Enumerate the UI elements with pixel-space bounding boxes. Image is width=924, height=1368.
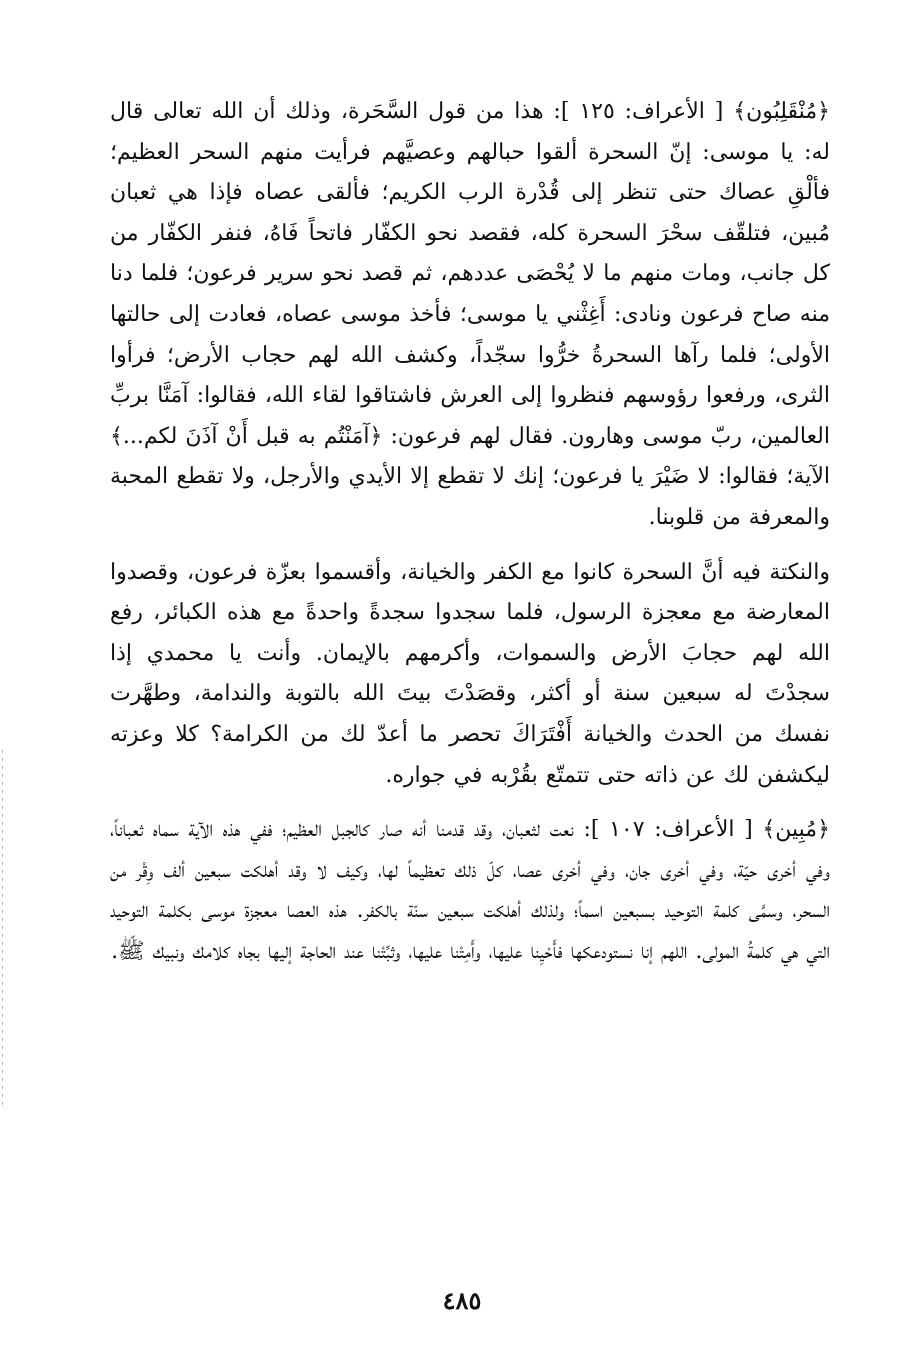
paragraph-3: ﴿مُبِين﴾ [ الأعراف: ١٠٧ ]: نعت لثعبان، وقد قدمنا أنه صار كالجبل العظيم؛ ففي هذه الآية سماه ثعباناً، وفي أخرى حيّة، وفي أخرى جان، وفي أخرى عصا، كلّ ذلك تعظيماً لها، وكيف لا وقد أهلكت سبعين ألف وِقْر من السحر، وسمَّى كلمة التوحيد بسبعين اسماً؛ ولذلك أهلكت سبعين سنّة بالكفر. هذه العصا معجزة موسى بكلمة التوحيد التي هي كلمةُ المولى. اللهم إنا نستودعكها فأَحْيِنا عليها، وأَمِتْنا عليها، وثبِّتْنا عند الحاجة إليها بجاه كلامك ونبيك ﷺ. bbox=[110, 817, 830, 964]
page-body bbox=[110, 92, 830, 972]
page-number: ٤٨٥ bbox=[442, 1286, 482, 1315]
margin-dotted-line bbox=[2, 750, 3, 1110]
paragraph-1: ﴿مُنْقَلِبُون﴾ [ الأعراف: ١٢٥ ]: هذا من قول السَّحَرة، وذلك أن الله تعالى قال له: يا موسى: إنّ السحرة ألقوا حبالهم وعصيَّهم فرأيت منهم السحر العظيم؛ فألْقِ عصاك حتى تنظر إلى قُدْرة الرب الكريم؛ فألقى عصاه فإذا هي ثعبان مُبين، فتلقّف سحْرَ السحرة كله، فقصد نحو الكفّار فاتحاً فَاهُ، فنفر الكفّار من كل جانب، ومات منهم ما لا يُحْصَى عددهم، ثم قصد نحو سرير فرعون؛ فلما دنا منه صاح فرعون ونادى: أَغِثْني يا موسى؛ فأخذ موسى عصاه، فعادت إلى حالتها الأولى؛ فلما رآها السحرةُ خرُّوا سجّداً، وكشف الله لهم حجاب الأرض؛ فرأوا الثرى، ورفعوا رؤوسهم فنظروا إلى العرش فاشتاقوا لقاء الله، فقالوا: آمَنَّا بربِّ العالمين، ربّ موسى وهارون. فقال لهم فرعون: ﴿آمَنْتُم به قبل أَنْ آذَنَ لكم...﴾ الآية؛ فقالوا: لا ضَيْرَ يا فرعون؛ إنك لا تقطع إلا الأيدي والأرجل، ولا تقطع المحبة والمعرفة من قلوبنا. bbox=[110, 99, 830, 530]
paragraph-2: والنكتة فيه أنَّ السحرة كانوا مع الكفر والخيانة، وأقسموا بعزّة فرعون، وقصدوا المعارضة مع معجزة الرسول، فلما سجدوا سجدةً واحدةً مع هذه الكبائر، رفع الله لهم حجابَ الأرض والسموات، وأكرمهم بالإيمان. وأنت يا محمدي إذا سجدْتَ له سبعين سنة أو أكثر، وقصَدْتَ بيتَ الله بالتوبة والندامة، وطهَّرت نفسك من الحدث والخيانة أَفْتَرَاكَ تحصر ما أعدّ لك من الكرامة؟ كلا وعزته ليكشفن لك عن ذاته حتى تتمتّع بقُرْبه في جواره. bbox=[110, 559, 830, 788]
